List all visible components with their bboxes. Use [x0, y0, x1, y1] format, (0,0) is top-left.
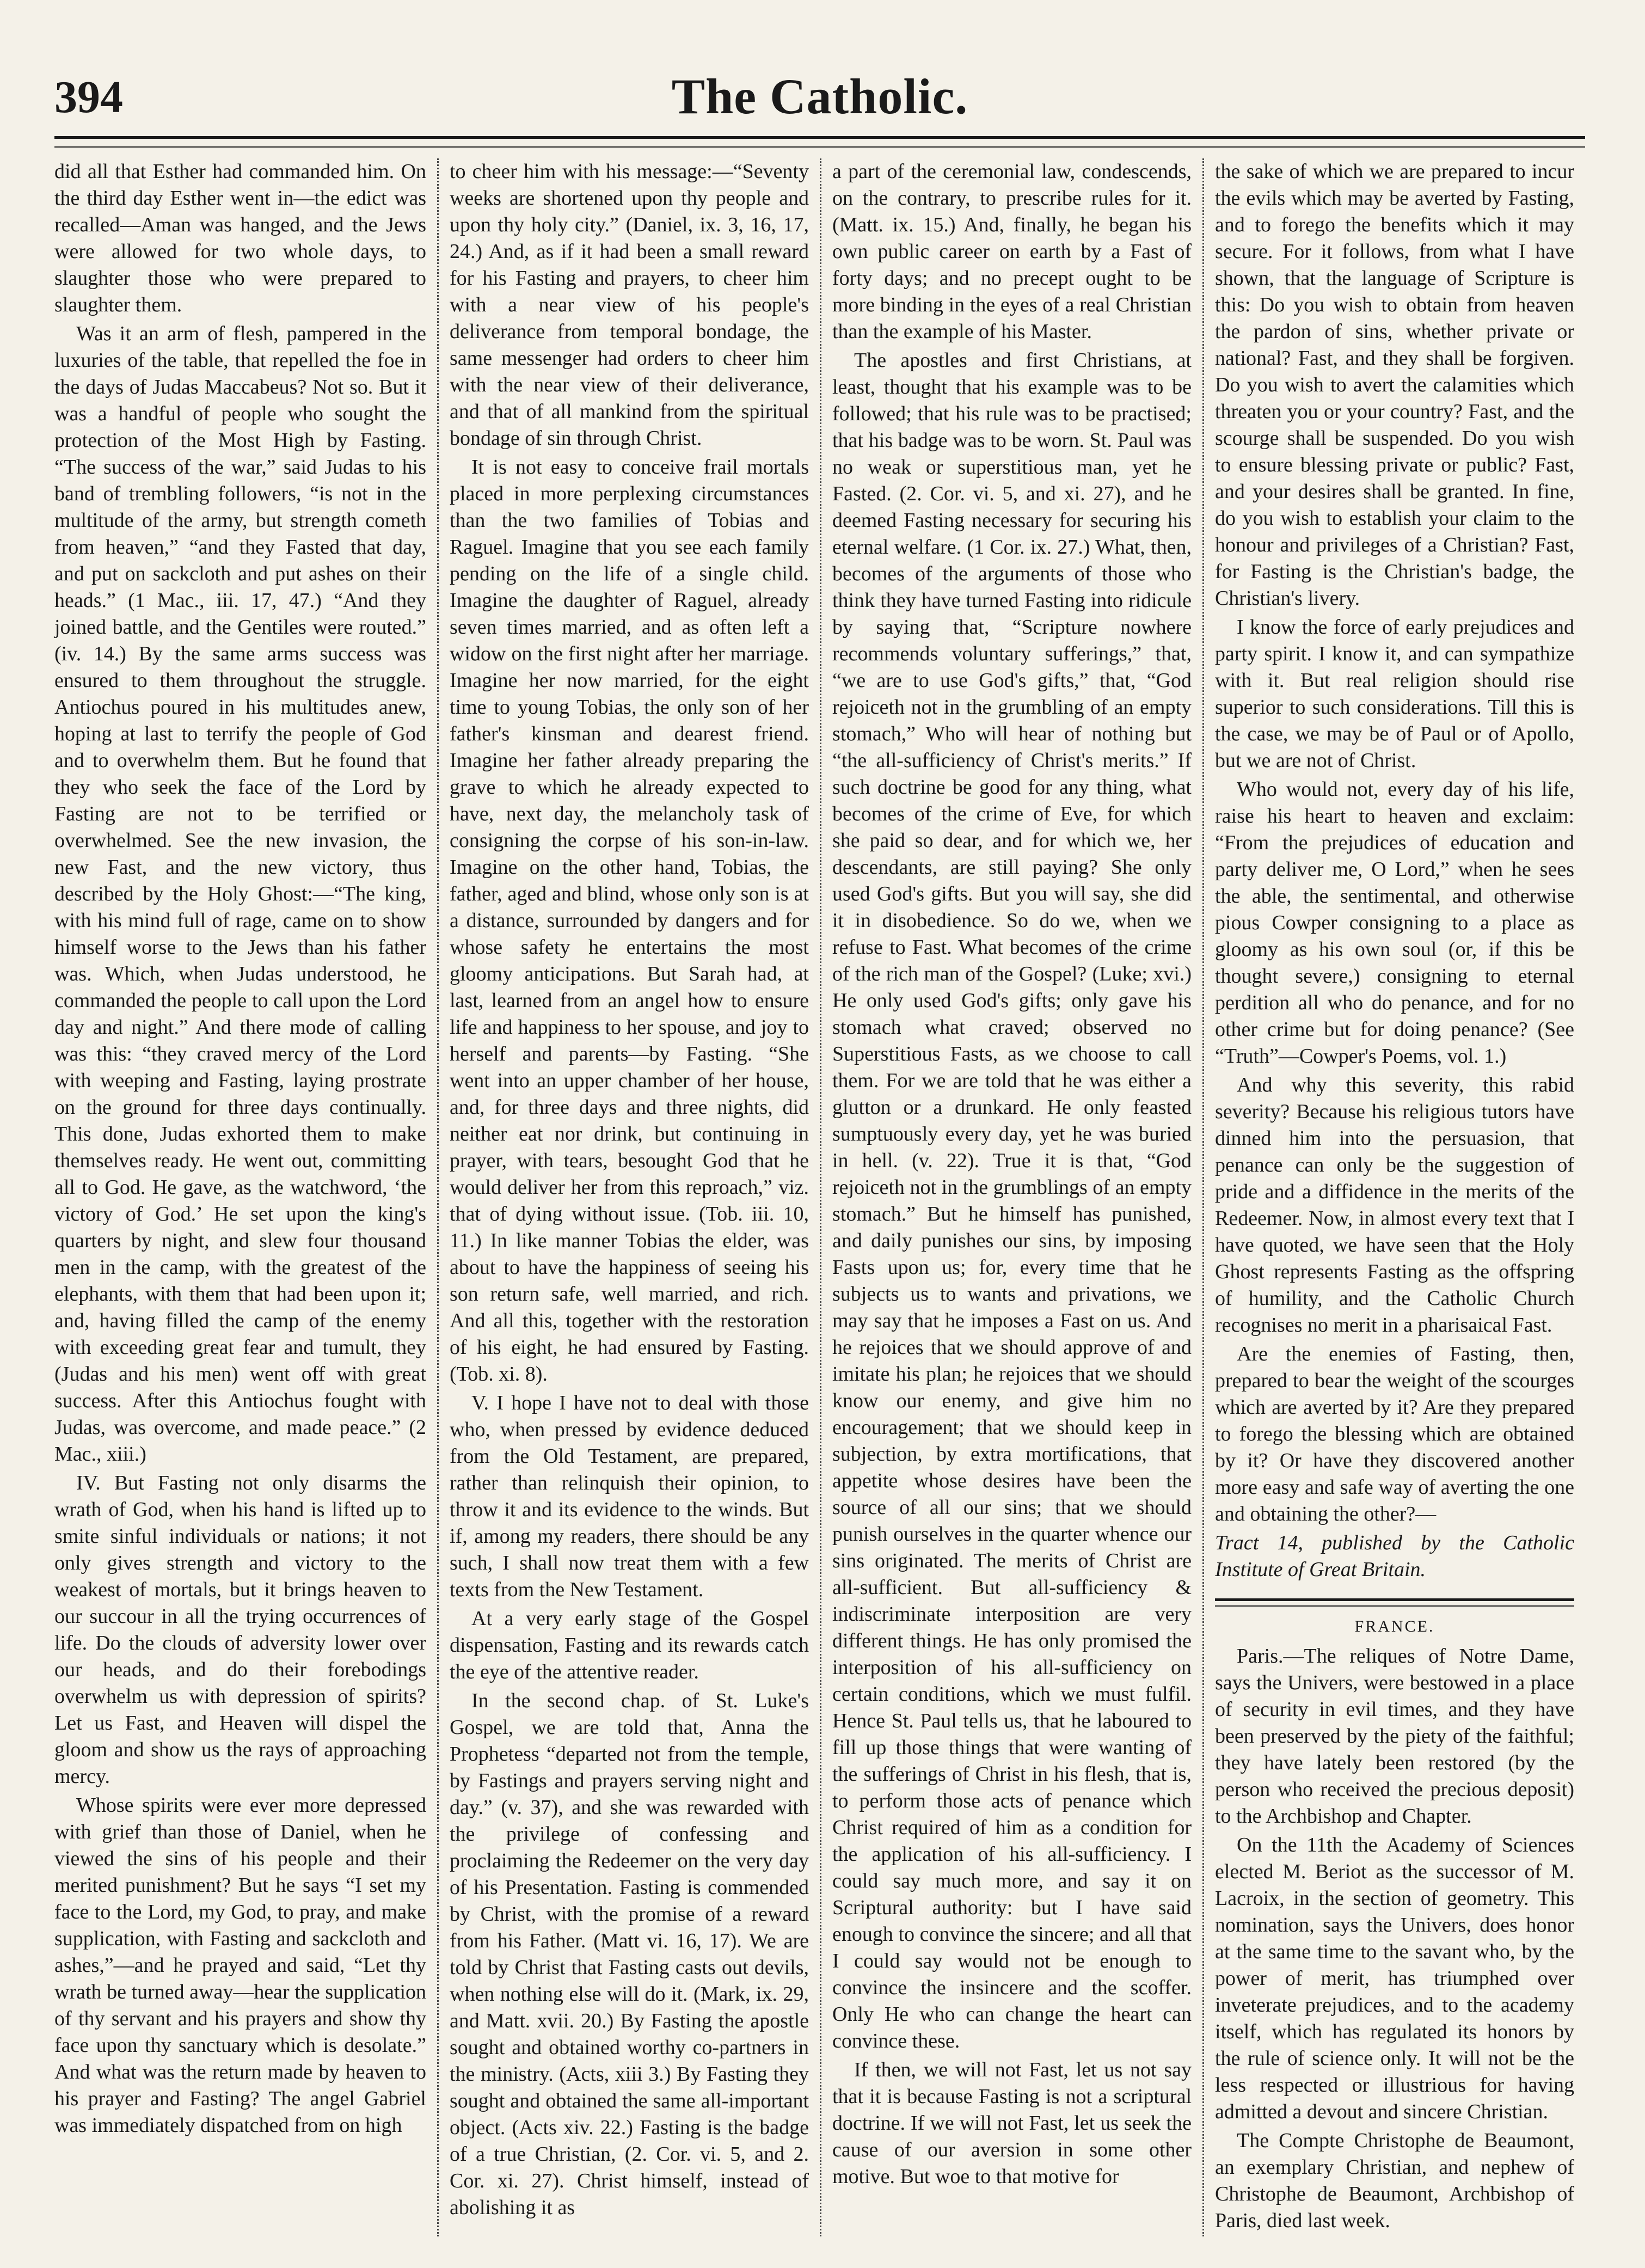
paragraph: Whose spirits were ever more depressed with grief than those of Daniel, when he viewed the sins of his people and their merited punishment? But he says “I set my face to the Lord, my God, to pray, and make supplication, with Fasting and sackcloth and ashes,”—and he prayed and said, “Let thy wrath be turned away—hear the supplication of thy servant and his prayers and show thy face upon thy sanctuary which is desolate.” And what was the return made by heaven to his prayer and Fasting? The angel Gabriel was immediately dispatched from on high — [54, 1794, 426, 2137]
section-rule — [1215, 1598, 1574, 1607]
tract-attribution: Tract 14, published by the Catholic Institute of Great Britain. — [1215, 1531, 1574, 1581]
paragraph: the sake of which we are prepared to incur the evils which may be averted by Fasting, and to forego the benefits which it may secure. For it follows, from what I have shown, that the language of Scripture is this: Do you wish to obtain from heaven the pardon of sins, whether private or national? Fast, and they shall be forgiven. Do you wish to avert the calamities which threaten you or your country? Fast, and the scourge shall be suspended. Do you wish to ensure blessing private or public? Fast, and your desires shall be granted. In fine, do you wish to establish your claim to the honour and privileges of a Christian? Fast, for Fasting is the Christian's badge, the Christian's livery. — [1215, 160, 1574, 610]
column-3 — [820, 158, 1202, 2236]
page-number: 394 — [54, 72, 123, 122]
header-rule — [54, 136, 1585, 148]
paragraph: I know the force of early prejudices and party spirit. I know it, and can sympathize with it. But real religion should rise superior to such considerations. Till this is the case, we may be of Paul or of Apollo, but we are not of Christ. — [1215, 616, 1574, 772]
news-paragraph: On the 11th the Academy of Sciences elected M. Beriot as the successor of M. Lacroix, in the section of geometry. This nomination, says the Univers, does honor at the same time to the savant who, by the power of merit, has triumphed over inveterate prejudices, and to the academy itself, which has regulated its honors by the rule of science only. It will not be the less respected or illustrious for having admitted a devout and sincere Christian. — [1215, 1834, 1574, 2123]
news-paragraph: Paris.—The reliques of Notre Dame, says the Univers, were bestowed in a place of security in evil times, and they have been preserved by the piety of the faithful; they have lately been restored (by the person who received the precious deposit) to the Archbishop and Chapter. — [1215, 1645, 1574, 1828]
masthead — [54, 71, 1585, 136]
section-heading-france: FRANCE. — [1354, 1617, 1435, 1635]
news-paragraph: The Compte Christophe de Beaumont, an exemplary Christian, and nephew of Christophe de Beaumont, Archbishop of Paris, died last week. — [1215, 2129, 1574, 2232]
paragraph: did all that Esther had commanded him. On the third day Esther went in—the edict was recalled—Aman was hanged, and the Jews were allowed for two whole days, to slaughter those who were prepared to slaughter them. — [54, 160, 426, 316]
column-4 — [1202, 158, 1585, 2236]
text-columns — [54, 158, 1585, 2232]
paragraph: The apostles and first Christians, at least, thought that his example was to be followed; that his rule was to be practised; that his badge was to be worn. St. Paul was no weak or superstitious man, yet he Fasted. (2. Cor. vi. 5, and xi. 27), and he deemed Fasting necessary for securing his eternal welfare. (1 Cor. ix. 27.) What, then, becomes of the arguments of those who think they have turned Fasting into ridicule by saying that, “Scripture nowhere recommends voluntary sufferings,” that, “we are to use God's gifts,” that, “God rejoiceth not in the grumbling of an empty stomach,” Who will hear of nothing but “the all-sufficiency of Christ's merits.” If such doctrine be good for any thing, what becomes of the crime of Eve, for which she paid so dear, and for which we, her descendants, are still paying? She only used God's gifts. But you will say, she did it in disobedience. So do we, when we refuse to Fast. What becomes of the crime of the rich man of the Gospel? (Luke; xvi.) He only used God's gifts; only gave his stomach what craved; observed no Superstitious Fasts, as we choose to call them. For we are told that he was either a glutton or a drunkard. He only feasted sumptuously every day, yet he was buried in hell. (v. 22). True it is that, “God rejoiceth not in the grumblings of an empty stomach.” But he himself has punished, and daily punishes our sins, by imposing Fasts upon us; for, every time that he subjects us to wants and privations, we may say that he imposes a Fast on us. And he rejoices that we should approve of and imitate his plan; he rejoices that we should know our enemy, and give him no encouragement; that we should keep in subjection, by extra mortifications, that appetite whose desires have been the source of all our sins; that we should punish ourselves in the quarter whence our sins originated. The merits of Christ are all-sufficient. But all-sufficiency & indiscriminate interposition are very different things. He has only promised the interposition of his all-sufficiency on certain conditions, which we must fulfil. Hence St. Paul tells us, that he laboured to fill up those things that were wanting of the sufferings of Christ in his flesh, that is, to perform those acts of penance which Christ required of him as a condition for the application of his all-sufficiency. I could say much more, and say it on Scriptural authority: but I have said enough to convince the sincere; and all that I could say would not be enough to convince the insincere and the scoffer. Only He who can change the heart can convince these. — [832, 349, 1192, 2052]
paragraph: Are the enemies of Fasting, then, prepared to bear the weight of the scourges which are averted by it? Are they prepared to forego the blessing which are obtained by it? Or have they discovered another more easy and safe way of averting the one and obtaining the other?— — [1215, 1343, 1574, 1525]
paragraph: V. I hope I have not to deal with those who, when pressed by evidence deduced from the Old Testament, are prepared, rather than relinquish their opinion, to throw it and its evidence to the winds. But if, among my readers, there should be any such, I shall now treat them with a few texts from the New Testament. — [450, 1392, 809, 1601]
paragraph: It is not easy to conceive frail mortals placed in more perplexing circumstances than the two families of Tobias and Raguel. Imagine that you see each family pending on the life of a single child. Imagine the daughter of Raguel, already seven times married, and as often left a widow on the first night after her marriage. Imagine her now married, for the eight time to young Tobias, the only son of her father's kinsman and dearest friend. Imagine her father already preparing the grave to which he already expected to have, next day, the melancholy task of consigning the corpse of his son-in-law. Imagine on the other hand, Tobias, the father, aged and blind, whose only son is at a distance, surrounded by dangers and for whose safety he entertains the most gloomy anticipations. But Sarah had, at last, learned from an angel how to ensure life and happiness to her spouse, and joy to herself and parents—by Fasting. “She went into an upper chamber of her house, and, for three days and three nights, did neither eat nor drink, but continuing in prayer, with tears, besought God that he would deliver her from this reproach,” viz. that of dying without issue. (Tob. iii. 10, 11.) In like manner Tobias the elder, was about to have the happiness of seeing his son return safe, well married, and rich. And all this, together with the restoration of his eight, he had ensured by Fasting. (Tob. xi. 8). — [450, 456, 809, 1386]
paragraph: a part of the ceremonial law, condescends, on the contrary, to prescribe rules for it. (Matt. ix. 15.) And, finally, he began his own public career on earth by a Fast of forty days; and no precept ought to be more binding in the eyes of a real Christian than the example of his Master. — [832, 160, 1192, 343]
paragraph: Was it an arm of flesh, pampered in the luxuries of the table, that repelled the foe in the days of Judas Maccabeus? Not so. But it was a handful of people who sought the protection of the Most High by Fasting. “The success of the war,” said Judas to his band of trembling followers, “is not in the multitude of the army, but strength cometh from heaven,” “and they Fasted that day, and put on sackcloth and put ashes on their heads.” (1 Mac., iii. 17, 47.) “And they joined battle, and the Gentiles were routed.” (iv. 14.) By the same arms success was ensured to them throughout the struggle. Antiochus poured in his multitudes anew, hoping at last to terrify the people of God and to overwhelm them. But he found that they who seek the face of the Lord by Fasting are not to be terrified or overwhelmed. See the new invasion, the new Fast, and the new victory, thus described by the Holy Ghost:—“The king, with his mind full of rage, came on to show himself worse to the Jews than his father was. Which, when Judas understood, he commanded the people to call upon the Lord day and night.” And there mode of calling was this: “they craved mercy of the Lord with weeping and Fasting, laying prostrate on the ground for three days continually. This done, Judas exhorted them to make themselves ready. He went out, committing all to God. He gave, as the watchword, ‘the victory of God.’ He set upon the king's quarters by night, and slew four thousand men in the camp, with the greatest of the elephants, with them that had been upon it; and, having filled the camp of the enemy with exceeding great fear and tumult, they (Judas and his men) went off with great success. After this Antiochus fought with Judas, was overcome, and made peace.” (2 Mac., xiii.) — [54, 322, 426, 1466]
column-1 — [54, 158, 437, 2236]
paragraph: And why this severity, this rabid severity? Because his religious tutors have dinned him into the persuasion, that penance can only be the suggestion of pride and a diffidence in the merits of the Redeemer. Now, in almost every text that I have quoted, we have seen that the Holy Ghost represents Fasting as the offspring of humility, and the Catholic Church recognises no merit in a pharisaical Fast. — [1215, 1074, 1574, 1337]
paragraph: to cheer him with his message:—“Seventy weeks are shortened upon thy people and upon thy holy city.” (Daniel, ix. 3, 16, 17, 24.) And, as if it had been a small reward for his Fasting and prayers, to cheer him with a near view of his people's deliverance from temporal bondage, the same messenger had orders to cheer him with the near view of their deliverance, and that of all mankind from the spiritual bondage of sin through Christ. — [450, 160, 809, 450]
column-2 — [437, 158, 820, 2236]
paragraph: Who would not, every day of his life, raise his heart to heaven and exclaim: “From the prejudices of education and party deliver me, O Lord,” when he sees the able, the sentimental, and otherwise pious Cowper consigning to a place as gloomy as his own soul (or, if this be thought severe,) consigning to eternal perdition all who do penance, and for no other crime but for doing penance? (See “Truth”—Cowper's Poems, vol. 1.) — [1215, 778, 1574, 1068]
paragraph: In the second chap. of St. Luke's Gospel, we are told that, Anna the Prophetess “departed not from the temple, by Fastings and prayers serving night and day.” (v. 37), and she was rewarded with the privilege of confessing and proclaiming the Redeemer on the very day of his Presentation. Fasting is commended by Christ, with the promise of a reward from his Father. (Matt vi. 16, 17). We are told by Christ that Fasting casts out devils, when nothing else will do it. (Mark, ix. 29, and Matt. xvii. 20.) By Fasting the apostle sought and obtained worthy co-partners in the ministry. (Acts, xiii 3.) By Fasting they sought and obtained the same all-important object. (Acts xiv. 22.) Fasting is the badge of a true Christian, (2. Cor. vi. 5, and 2. Cor. xi. 27). Christ himself, instead of abolishing it as — [450, 1689, 809, 2219]
paragraph: At a very early stage of the Gospel dispensation, Fasting and its rewards catch the eye of the attentive reader. — [450, 1607, 809, 1683]
journal-title: The Catholic. — [671, 69, 968, 124]
paragraph: IV. But Fasting not only disarms the wrath of God, when his hand is lifted up to smite sinful individuals or nations; it not only gives strength and victory to the weakest of mortals, but it brings heaven to our succour in all the trying occurrences of life. Do the clouds of adversity lower over our heads, and do their forebodings overwhelm us with depression of spirits? Let us Fast, and Heaven will dispel the gloom and show us the rays of approaching mercy. — [54, 1472, 426, 1788]
paragraph: If then, we will not Fast, let us not say that it is because Fasting is not a scriptural doctrine. If we will not Fast, let us seek the cause of our aversion in some other motive. But woe to that motive for — [832, 2058, 1192, 2188]
